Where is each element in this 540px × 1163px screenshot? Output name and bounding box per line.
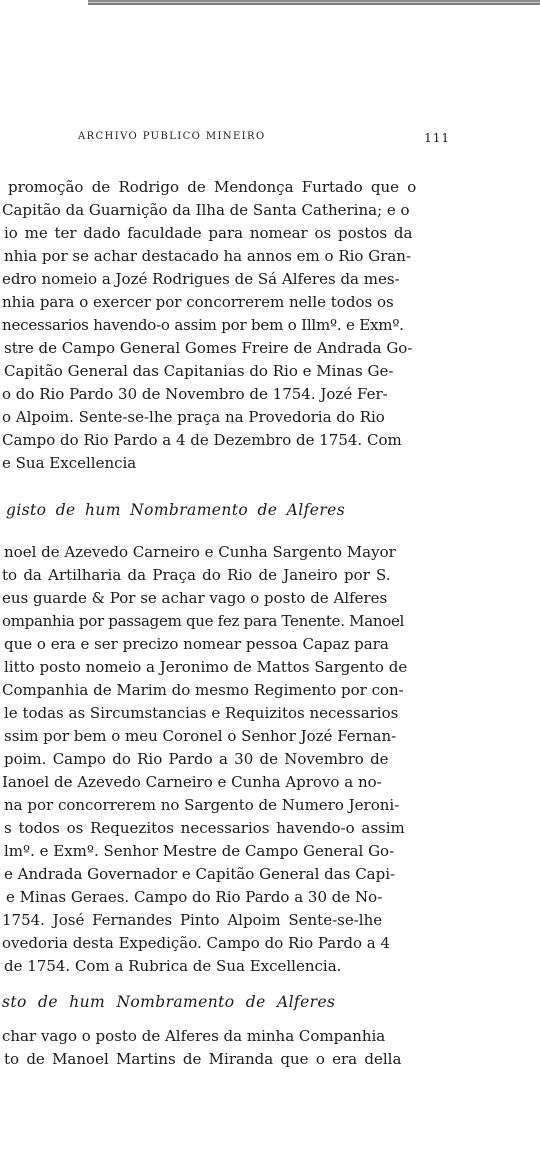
text-line: to de Manoel Martins de Miranda que o era della (4, 1050, 402, 1068)
top-rule (88, 0, 540, 5)
page-header (72, 128, 450, 148)
text-line: to da Artilharia da Praça do Rio de Janeiro por S. (2, 566, 391, 584)
text-line: noel de Azevedo Carneiro e Cunha Sargento Mayor (4, 543, 396, 561)
text-line: lmº. e Exmº. Senhor Mestre de Campo General Go- (4, 842, 395, 860)
text-line: char vago o posto de Alferes da minha Companhia (2, 1027, 386, 1045)
running-head: ARCHIVO PUBLICO MINEIRO (78, 131, 266, 142)
text-line: o Alpoim. Sente-se-lhe praça na Provedoria do Rio (2, 408, 385, 426)
text-line: edro nomeio a Jozé Rodrigues de Sá Alferes da mes- (2, 270, 400, 288)
text-line: ompanhia por passagem que fez para Tenente. Manoel (2, 612, 405, 630)
text-line: poim. Campo do Rio Pardo a 30 de Novembro de (4, 750, 389, 768)
text-line: de 1754. Com a Rubrica de Sua Excellencia. (4, 957, 342, 975)
text-line: na por concorrerem no Sargento de Numero Jeroni- (4, 796, 400, 814)
text-line: o do Rio Pardo 30 de Novembro de 1754. Jozé Fer- (2, 385, 388, 403)
text-line: Capitão General das Capitanias do Rio e Minas Ge- (4, 362, 394, 380)
text-line: Campo do Rio Pardo a 4 de Dezembro de 1754. Com (2, 431, 402, 449)
text-line: s todos os Requezitos necessarios havendo-o assim (4, 819, 405, 837)
text-line: ovedoria desta Expedição. Campo do Rio Pardo a 4 (2, 934, 391, 952)
section-heading: gisto de hum Nombramento de Alferes (6, 501, 346, 519)
text-line: 1754. José Fernandes Pinto Alpoim Sente-se-lhe (2, 911, 383, 929)
text-line: stre de Campo General Gomes Freire de Andrada Go- (4, 339, 413, 357)
text-line: e Andrada Governador e Capitão General das Capi- (4, 865, 396, 883)
text-line: nhia para o exercer por concorrerem nelle todos os (2, 293, 394, 311)
text-line: que o era e ser precizo nomear pessoa Capaz para (4, 635, 389, 653)
text-line: e Sua Excellencia (2, 454, 137, 472)
text-line: litto posto nomeio a Jeronimo de Mattos Sargento de (4, 658, 408, 676)
text-line: nhia por se achar destacado ha annos em o Rio Gran- (4, 247, 412, 265)
text-line: ssim por bem o meu Coronel o Senhor Jozé Fernan- (4, 727, 397, 745)
page-number: 111 (424, 131, 450, 145)
text-line: Companhia de Marim do mesmo Regimento por con- (2, 681, 404, 699)
text-line: io me ter dado faculdade para nomear os postos da (4, 224, 413, 242)
section-heading: sto de hum Nombramento de Alferes (2, 993, 336, 1011)
text-line: promoção de Rodrigo de Mendonça Furtado que o (8, 178, 417, 196)
text-line: Ianoel de Azevedo Carneiro e Cunha Aprovo a no- (2, 773, 382, 791)
text-line: eus guarde & Por se achar vago o posto de Alferes (2, 589, 388, 607)
text-line: necessarios havendo-o assim por bem o Illmº. e Exmº. (2, 316, 404, 334)
text-line: e Minas Geraes. Campo do Rio Pardo a 30 de No- (6, 888, 383, 906)
text-line: le todas as Sircumstancias e Requizitos necessarios (4, 704, 399, 722)
text-line: Capitão da Guarnição da Ilha de Santa Catherina; e o (2, 201, 410, 219)
